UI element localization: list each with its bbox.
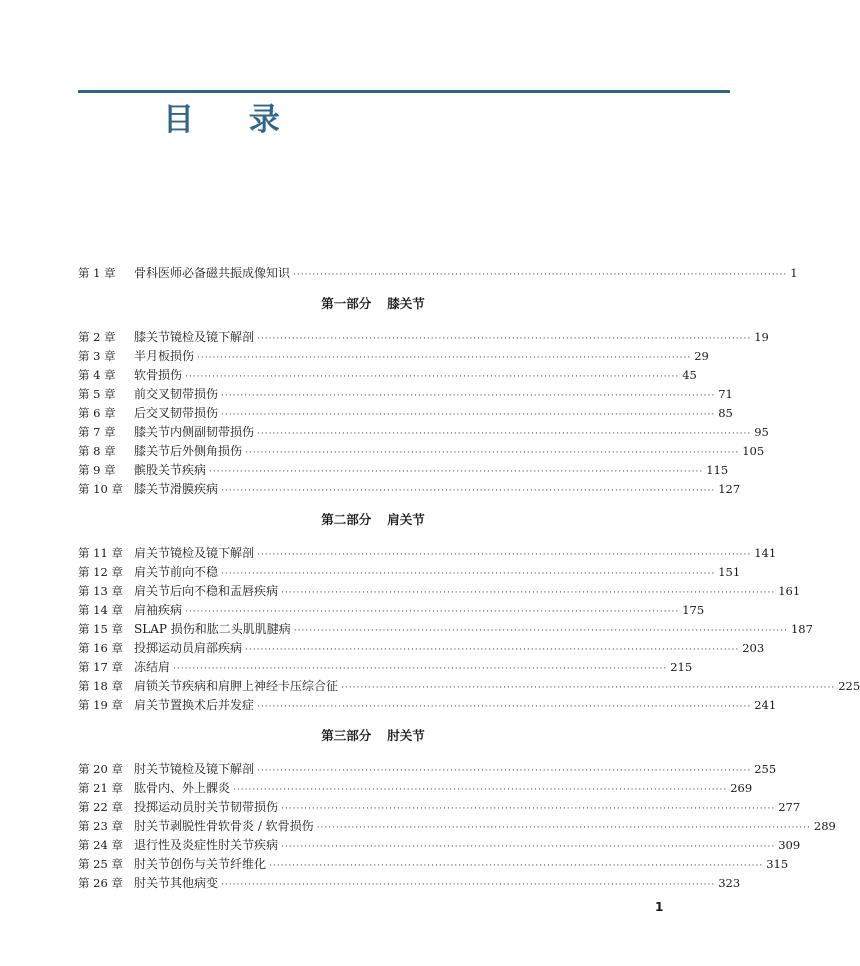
chapter-number: 第 17 章 [78, 660, 123, 674]
toc-entry-chapter-1[interactable] [78, 264, 798, 283]
toc-entry[interactable] [78, 836, 801, 855]
chapter-title: 投掷运动员肩部疾病 [134, 641, 243, 655]
dot-leader: ································································································································ [281, 588, 776, 598]
page-number: 71 [718, 387, 733, 401]
chapter-title: 冻结肩 [134, 660, 171, 674]
dot-leader: ································································································································ [257, 334, 752, 344]
page-number: 215 [670, 660, 693, 674]
toc-entry[interactable] [78, 874, 741, 893]
chapter-title: 投掷运动员肘关节韧带损伤 [134, 800, 279, 814]
page-number: 241 [754, 698, 777, 712]
dot-leader: ································································································································ [245, 645, 740, 655]
page-number: 309 [778, 838, 801, 852]
page-number: 127 [718, 482, 741, 496]
page-number: 105 [742, 444, 765, 458]
dot-leader: ································································································································ [257, 429, 752, 439]
page-number: 289 [813, 819, 836, 833]
top-rule [78, 90, 730, 93]
dot-leader: ································································································································ [221, 410, 716, 420]
page-number: 151 [718, 565, 741, 579]
page-number: 161 [778, 584, 801, 598]
chapter-title: 前交叉韧带损伤 [134, 387, 219, 401]
page-number: 85 [718, 406, 733, 420]
dot-leader: ································································································································ [293, 626, 788, 636]
page-number: 269 [730, 781, 753, 795]
page-title: 目 录 [163, 102, 302, 138]
chapter-number: 第 13 章 [78, 584, 123, 598]
chapter-number: 第 18 章 [78, 679, 123, 693]
part-list-elbow [78, 760, 836, 893]
chapter-title: 肘关节镜检及镜下解剖 [134, 762, 255, 776]
dot-leader: ································································································································ [316, 823, 811, 833]
dot-leader: ································································································································ [197, 353, 692, 363]
chapter-title: 半月板损伤 [134, 349, 195, 363]
chapter-title: 膝关节镜检及镜下解剖 [134, 330, 255, 344]
toc-entry[interactable] [78, 798, 801, 817]
chapter-title: 膝关节滑膜疾病 [134, 482, 219, 496]
chapter-number: 第 26 章 [78, 876, 123, 890]
dot-leader: ································································································································ [185, 607, 680, 617]
chapter-number: 第 24 章 [78, 838, 123, 852]
page-number: 255 [754, 762, 777, 776]
page-number: 315 [766, 857, 789, 871]
page-number: 187 [790, 622, 813, 636]
page-number: 225 [838, 679, 860, 693]
chapter-title: 膝关节后外侧角损伤 [134, 444, 243, 458]
dot-leader: ································································································································ [185, 372, 680, 382]
page-number: 277 [778, 800, 801, 814]
chapter-title: 肘关节剥脱性骨软骨炎 / 软骨损伤 [134, 819, 314, 833]
toc-entry[interactable] [78, 328, 769, 347]
chapter-title: 肩关节置换术后并发症 [134, 698, 255, 712]
toc-entry[interactable] [78, 563, 741, 582]
part-label: 第三部分 [321, 728, 372, 743]
toc-entry[interactable] [78, 620, 813, 639]
chapter-number: 第 16 章 [78, 641, 123, 655]
page-number: 115 [706, 463, 729, 477]
toc-entry[interactable] [78, 461, 729, 480]
dot-leader: ································································································································ [221, 391, 716, 401]
chapter-title: SLAP 损伤和肱二头肌肌腱病 [134, 622, 291, 636]
dot-leader: ································································································································ [233, 785, 728, 795]
page-number: 29 [694, 349, 709, 363]
dot-leader: ································································································································ [221, 486, 716, 496]
chapter-title: 肩关节前向不稳 [134, 565, 219, 579]
chapter-title: 软骨损伤 [134, 368, 183, 382]
chapter-number: 第 19 章 [78, 698, 123, 712]
chapter-title: 退行性及炎症性肘关节疾病 [134, 838, 279, 852]
chapter-title: 骨科医师必备磁共振成像知识 [134, 266, 291, 280]
dot-leader: ································································································································ [281, 842, 776, 852]
toc-entry[interactable] [78, 817, 836, 836]
chapter-title: 肩关节后向不稳和盂唇疾病 [134, 584, 279, 598]
toc-entry[interactable] [78, 601, 705, 620]
page-number: 95 [754, 425, 769, 439]
chapter-number: 第 23 章 [78, 819, 123, 833]
chapter-number: 第 2 章 [78, 330, 116, 344]
chapter-title: 肩袖疾病 [134, 603, 183, 617]
chapter-number: 第 14 章 [78, 603, 123, 617]
dot-leader: ································································································································ [221, 569, 716, 579]
dot-leader: ································································································································ [173, 664, 668, 674]
part-name: 肩关节 [387, 512, 425, 527]
chapter-number: 第 20 章 [78, 762, 123, 776]
toc-entry[interactable] [78, 385, 733, 404]
part-label: 第二部分 [321, 512, 372, 527]
dot-leader: ································································································································ [245, 448, 740, 458]
page-number: 323 [718, 876, 741, 890]
toc-entry[interactable] [78, 404, 733, 423]
chapter-number: 第 11 章 [78, 546, 123, 560]
page-number: 141 [754, 546, 777, 560]
toc-entry[interactable] [78, 442, 765, 461]
chapter-number: 第 22 章 [78, 800, 123, 814]
dot-leader: ································································································································ [257, 550, 752, 560]
chapter-title: 肘关节其他病变 [134, 876, 219, 890]
dot-leader: ································································································································ [281, 804, 776, 814]
part-label: 第一部分 [321, 296, 372, 311]
page-number: 175 [682, 603, 705, 617]
chapter-number: 第 7 章 [78, 425, 116, 439]
chapter-number: 第 10 章 [78, 482, 123, 496]
dot-leader: ································································································································ [257, 766, 752, 776]
toc-entry[interactable] [78, 855, 789, 874]
part-heading-elbow [78, 726, 668, 745]
dot-leader: ································································································································ [221, 880, 716, 890]
chapter-title: 髌股关节疾病 [134, 463, 207, 477]
dot-leader: ································································································································ [257, 702, 752, 712]
part-list-knee [78, 328, 769, 499]
chapter-number: 第 8 章 [78, 444, 116, 458]
dot-leader: ································································································································ [269, 861, 764, 871]
toc-entry[interactable] [78, 658, 693, 677]
chapter-number: 第 6 章 [78, 406, 116, 420]
page-number: 19 [754, 330, 769, 344]
page-folio: 1 [655, 900, 664, 914]
part-list-shoulder [78, 544, 860, 715]
chapter-number: 第 9 章 [78, 463, 116, 477]
toc-entry[interactable] [78, 677, 860, 696]
toc-entry[interactable] [78, 423, 769, 442]
part-heading-knee [78, 294, 668, 313]
chapter-title: 肩关节镜检及镜下解剖 [134, 546, 255, 560]
dot-leader: ································································································································ [209, 467, 704, 477]
toc-entry[interactable] [78, 366, 697, 385]
chapter-number: 第 21 章 [78, 781, 123, 795]
chapter-number: 第 12 章 [78, 565, 123, 579]
chapter-number: 第 5 章 [78, 387, 116, 401]
chapter-number: 第 1 章 [78, 266, 116, 280]
toc-entry[interactable] [78, 779, 753, 798]
chapter-number: 第 25 章 [78, 857, 123, 871]
toc-entry[interactable] [78, 480, 741, 499]
chapter-number: 第 15 章 [78, 622, 123, 636]
page-number: 1 [790, 266, 798, 280]
chapter-title: 膝关节内侧副韧带损伤 [134, 425, 255, 439]
dot-leader: ································································································································ [293, 270, 788, 280]
chapter-title: 肘关节创伤与关节纤维化 [134, 857, 267, 871]
page-number: 203 [742, 641, 765, 655]
table-of-contents [78, 264, 860, 893]
chapter-title: 后交叉韧带损伤 [134, 406, 219, 420]
toc-entry[interactable] [78, 696, 777, 715]
chapter-number: 第 3 章 [78, 349, 116, 363]
dot-leader: ································································································································ [341, 683, 836, 693]
toc-entry[interactable] [78, 347, 709, 366]
chapter-title: 肩锁关节疾病和肩胛上神经卡压综合征 [134, 679, 339, 693]
toc-entry[interactable] [78, 639, 765, 658]
chapter-number: 第 4 章 [78, 368, 116, 382]
chapter-title: 肱骨内、外上髁炎 [134, 781, 231, 795]
part-heading-shoulder [78, 510, 668, 529]
part-name: 肘关节 [387, 728, 425, 743]
toc-entry[interactable] [78, 582, 801, 601]
toc-entry[interactable] [78, 544, 777, 563]
part-name: 膝关节 [387, 296, 425, 311]
toc-entry[interactable] [78, 760, 777, 779]
page-number: 45 [682, 368, 697, 382]
